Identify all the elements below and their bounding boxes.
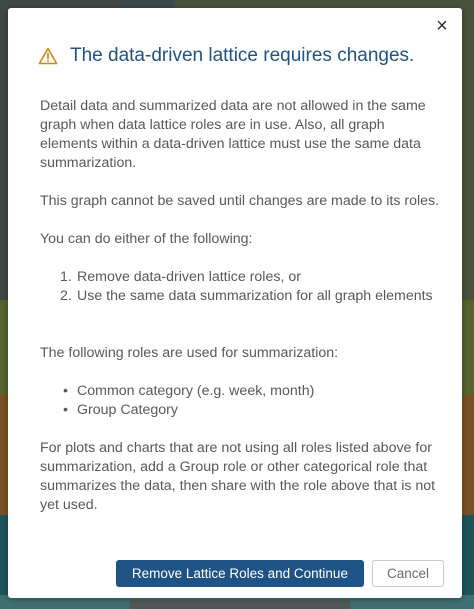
- roles-list: [40, 382, 440, 420]
- list-item: [40, 401, 440, 420]
- list-number: 1.: [60, 269, 72, 285]
- instructions-paragraph: For plots and charts that are not using all roles listed above for summarization, add a Group role or other categorical role that summarizes the data, then share with the role above that is not yet used.: [40, 440, 436, 513]
- list-item: [40, 287, 440, 306]
- list-number: 2.: [60, 288, 72, 304]
- options-list: [40, 268, 440, 306]
- list-item-text: Use the same data summarization for all graph elements: [77, 288, 433, 304]
- description-paragraph: Detail data and summarized data are not allowed in the same graph when data lattice roles are in use. Also, all graph elements within a data-driven lattice must use the same data summarization.: [40, 98, 426, 171]
- options-intro: You can do either of the following:: [40, 231, 253, 247]
- bullet: •: [63, 402, 68, 418]
- warning-triangle-icon: [38, 47, 58, 65]
- bullet: •: [63, 383, 68, 399]
- dialog-header: [38, 44, 442, 68]
- list-item: [40, 382, 440, 401]
- dialog-body: [40, 97, 440, 515]
- dialog-footer: [116, 560, 444, 587]
- dialog-title: The data-driven lattice requires changes.: [70, 45, 415, 66]
- list-item-text: Remove data-driven lattice roles, or: [77, 269, 301, 285]
- list-item-text: Common category (e.g. week, month): [77, 383, 315, 399]
- save-warning-paragraph: This graph cannot be saved until changes are made to its roles.: [40, 193, 440, 209]
- cancel-button[interactable]: Cancel: [372, 560, 444, 587]
- warning-dialog: [8, 8, 462, 598]
- close-icon[interactable]: ×: [436, 15, 448, 37]
- list-item-text: Group Category: [77, 402, 178, 418]
- background-panel: [130, 600, 350, 609]
- roles-intro: The following roles are used for summarization:: [40, 345, 339, 361]
- list-item: [40, 268, 440, 287]
- remove-lattice-roles-button[interactable]: Remove Lattice Roles and Continue: [116, 560, 364, 587]
